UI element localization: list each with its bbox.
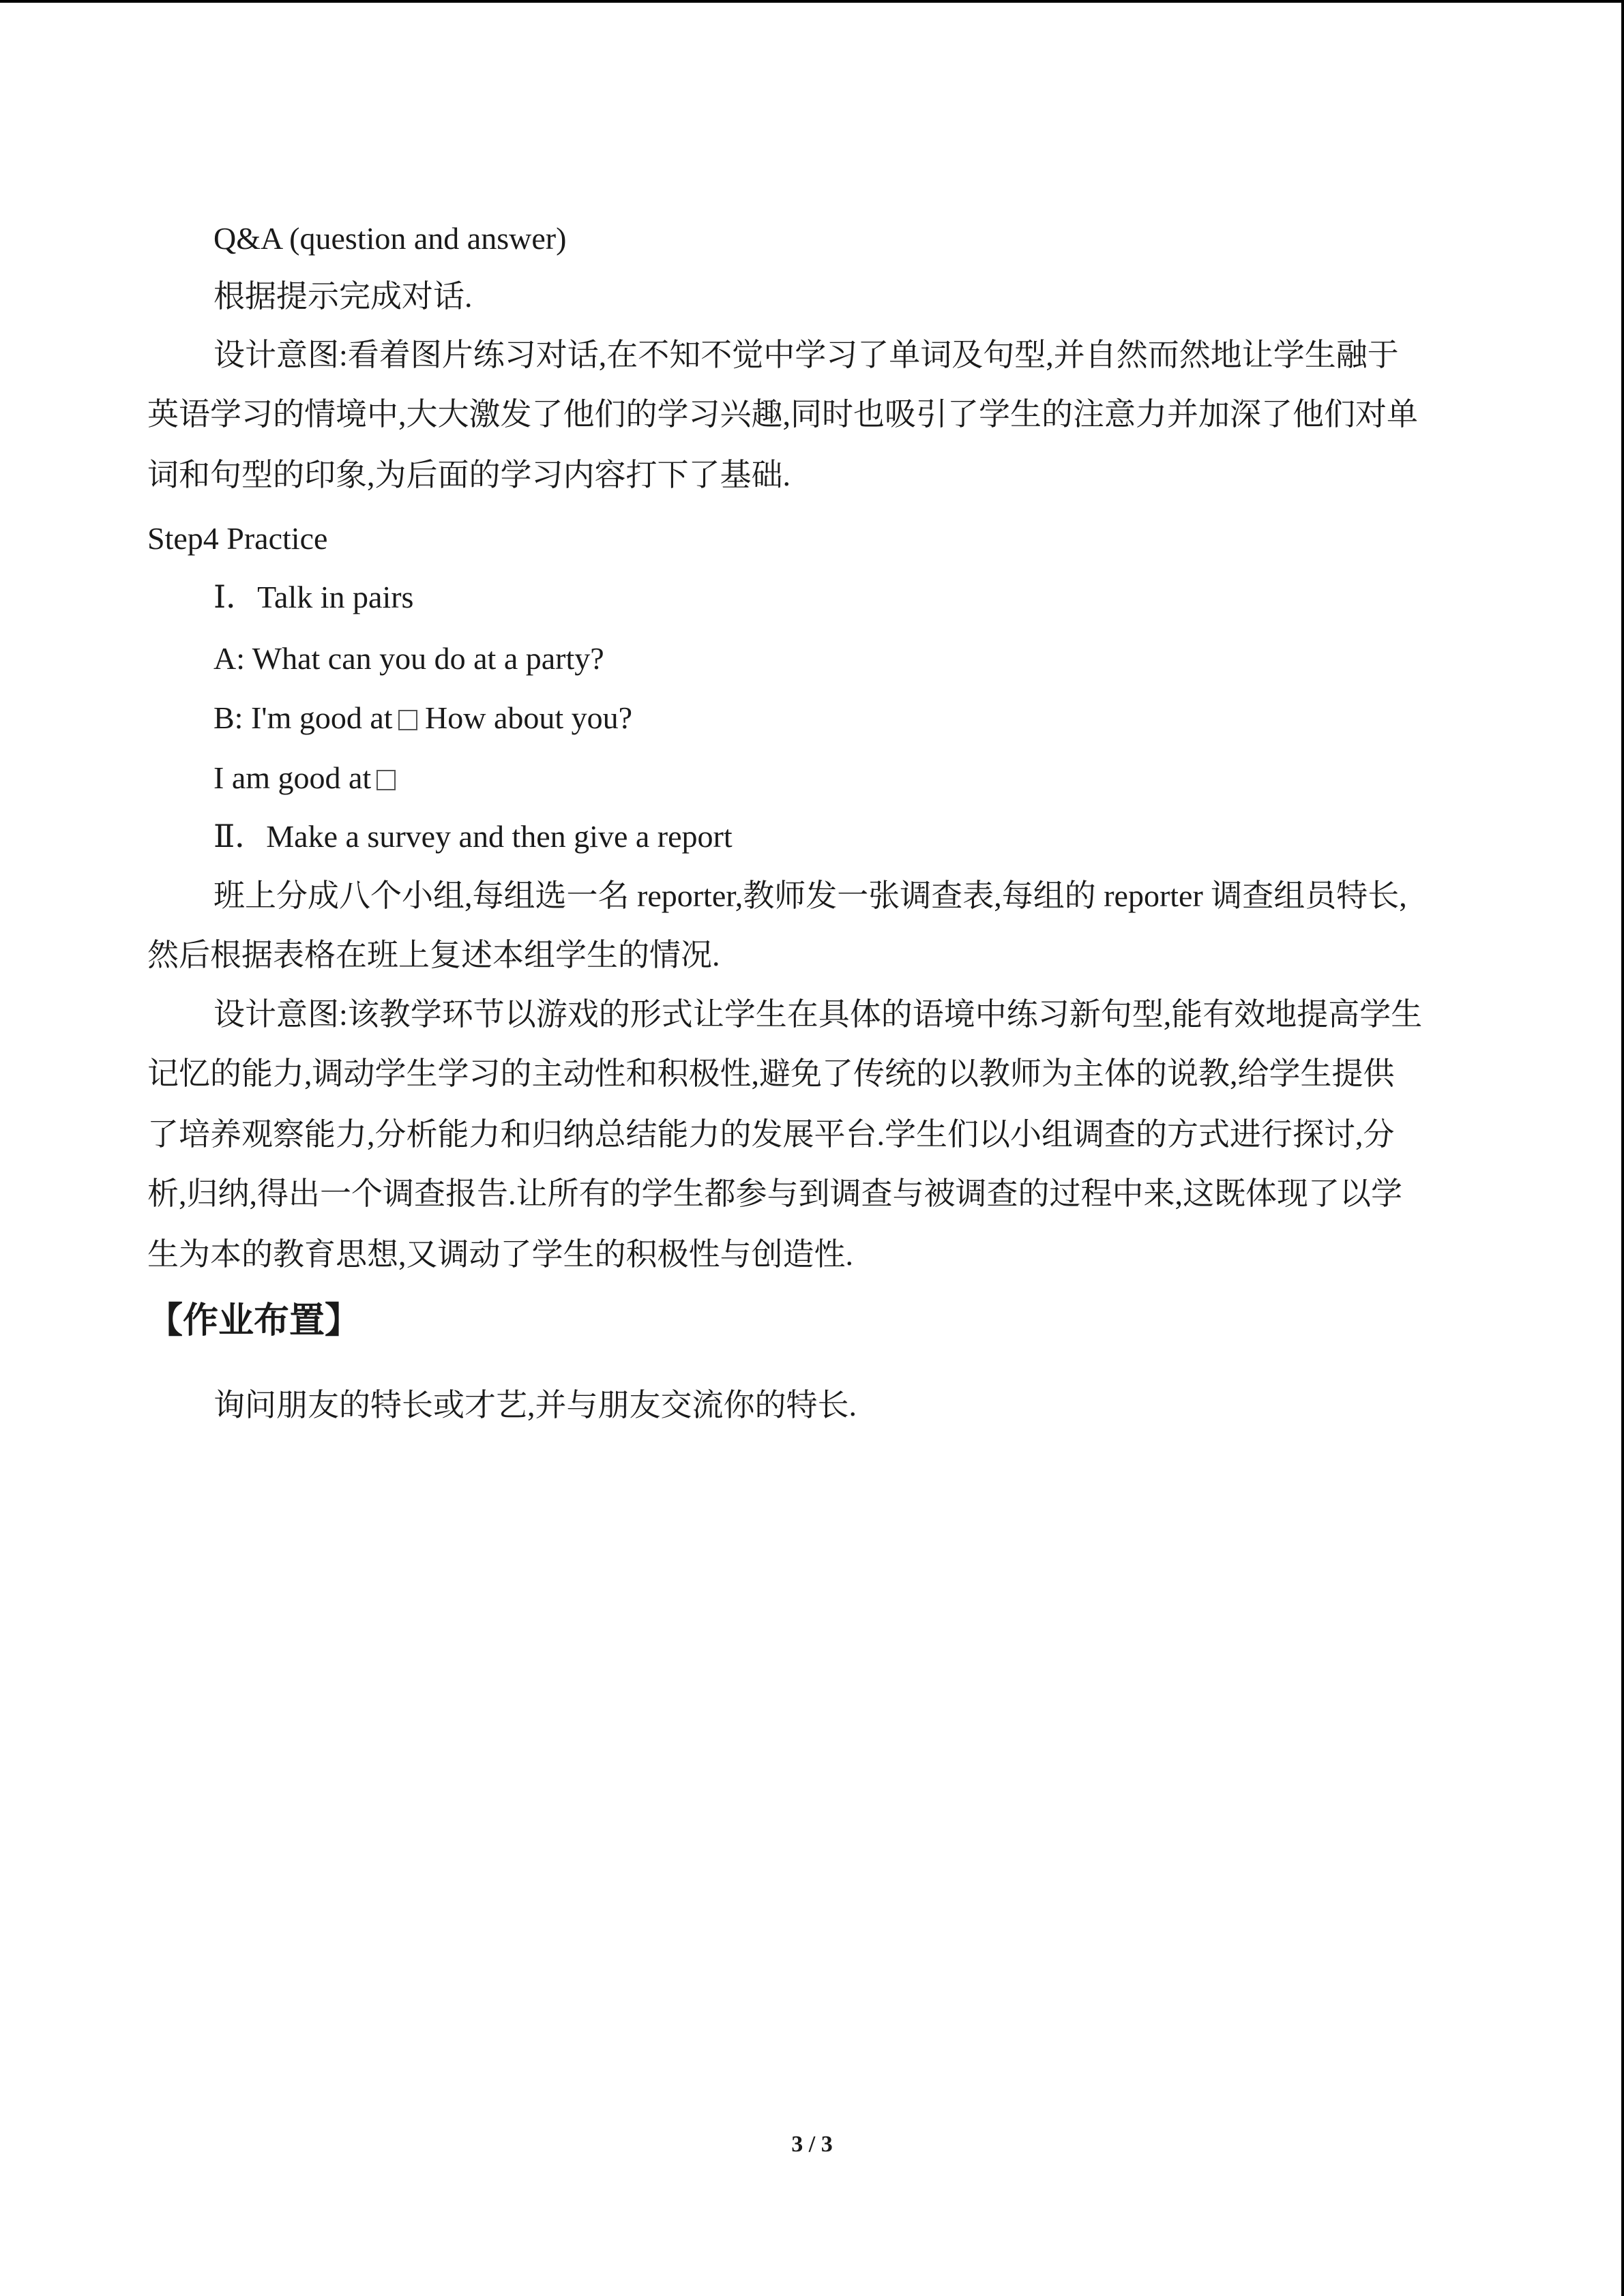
- design-intent-2-line-1: 设计意图:该教学环节以游戏的形式让学生在具体的语境中练习新句型,能有效地提高学生: [213, 997, 1423, 1032]
- blank-box-icon: [377, 770, 396, 790]
- blank-box-icon: [398, 710, 417, 730]
- survey-text-line-1: 班上分成八个小组,每组选一名 reporter,教师发一张调查表,每组的 reporter 调查组员特长,: [213, 878, 1407, 913]
- design-intent-1-line-2: 英语学习的情境中,大大激发了他们的学习兴趣,同时也吸引了学生的注意力并加深了他们对单: [147, 397, 1418, 432]
- page-number: 3 / 3: [791, 2132, 833, 2157]
- design-intent-2-line-2: 记忆的能力,调动学生学习的主动性和积极性,避免了传统的以教师为主体的说教,给学生提供: [147, 1056, 1395, 1091]
- dialog-c-text: I am good at: [213, 760, 372, 795]
- step4-title: Step4 Practice: [147, 521, 328, 556]
- design-intent-2-line-4: 析,归纳,得出一个调查报告.让所有的学生都参与到调查与被调查的过程中来,这既体现了以学: [147, 1176, 1402, 1211]
- design-intent-2-line-3: 了培养观察能力,分析能力和归纳总结能力的发展平台.学生们以小组调查的方式进行探讨,分: [147, 1117, 1395, 1152]
- dialog-b-start: B: I'm good at: [213, 700, 393, 735]
- design-intent-2-line-5: 生为本的教育思想,又调动了学生的积极性与创造性.: [147, 1237, 853, 1272]
- survey-text-line-2: 然后根据表格在班上复述本组学生的情况.: [147, 938, 720, 972]
- dialog-c-line: [213, 759, 396, 797]
- dialog-a-line: A: What can you do at a party?: [213, 641, 604, 676]
- part1-title: Ⅰ．Talk in pairs: [213, 580, 414, 614]
- homework-heading: 【作业布置】: [147, 1300, 361, 1341]
- qa-instruction: 根据提示完成对话.: [213, 279, 473, 314]
- dialog-b-end: How about you?: [425, 700, 633, 735]
- design-intent-1-line-3: 词和句型的印象,为后面的学习内容打下了基础.: [147, 458, 791, 492]
- dialog-b-line: [213, 699, 632, 737]
- part2-title: Ⅱ．Make a survey and then give a report: [213, 819, 733, 854]
- homework-text: 询问朋友的特长或才艺,并与朋友交流你的特长.: [213, 1388, 857, 1422]
- qa-title: Q&A (question and answer): [213, 221, 567, 256]
- design-intent-1-line-1: 设计意图:看着图片练习对话,在不知不觉中学习了单词及句型,并自然而然地让学生融于: [213, 338, 1399, 372]
